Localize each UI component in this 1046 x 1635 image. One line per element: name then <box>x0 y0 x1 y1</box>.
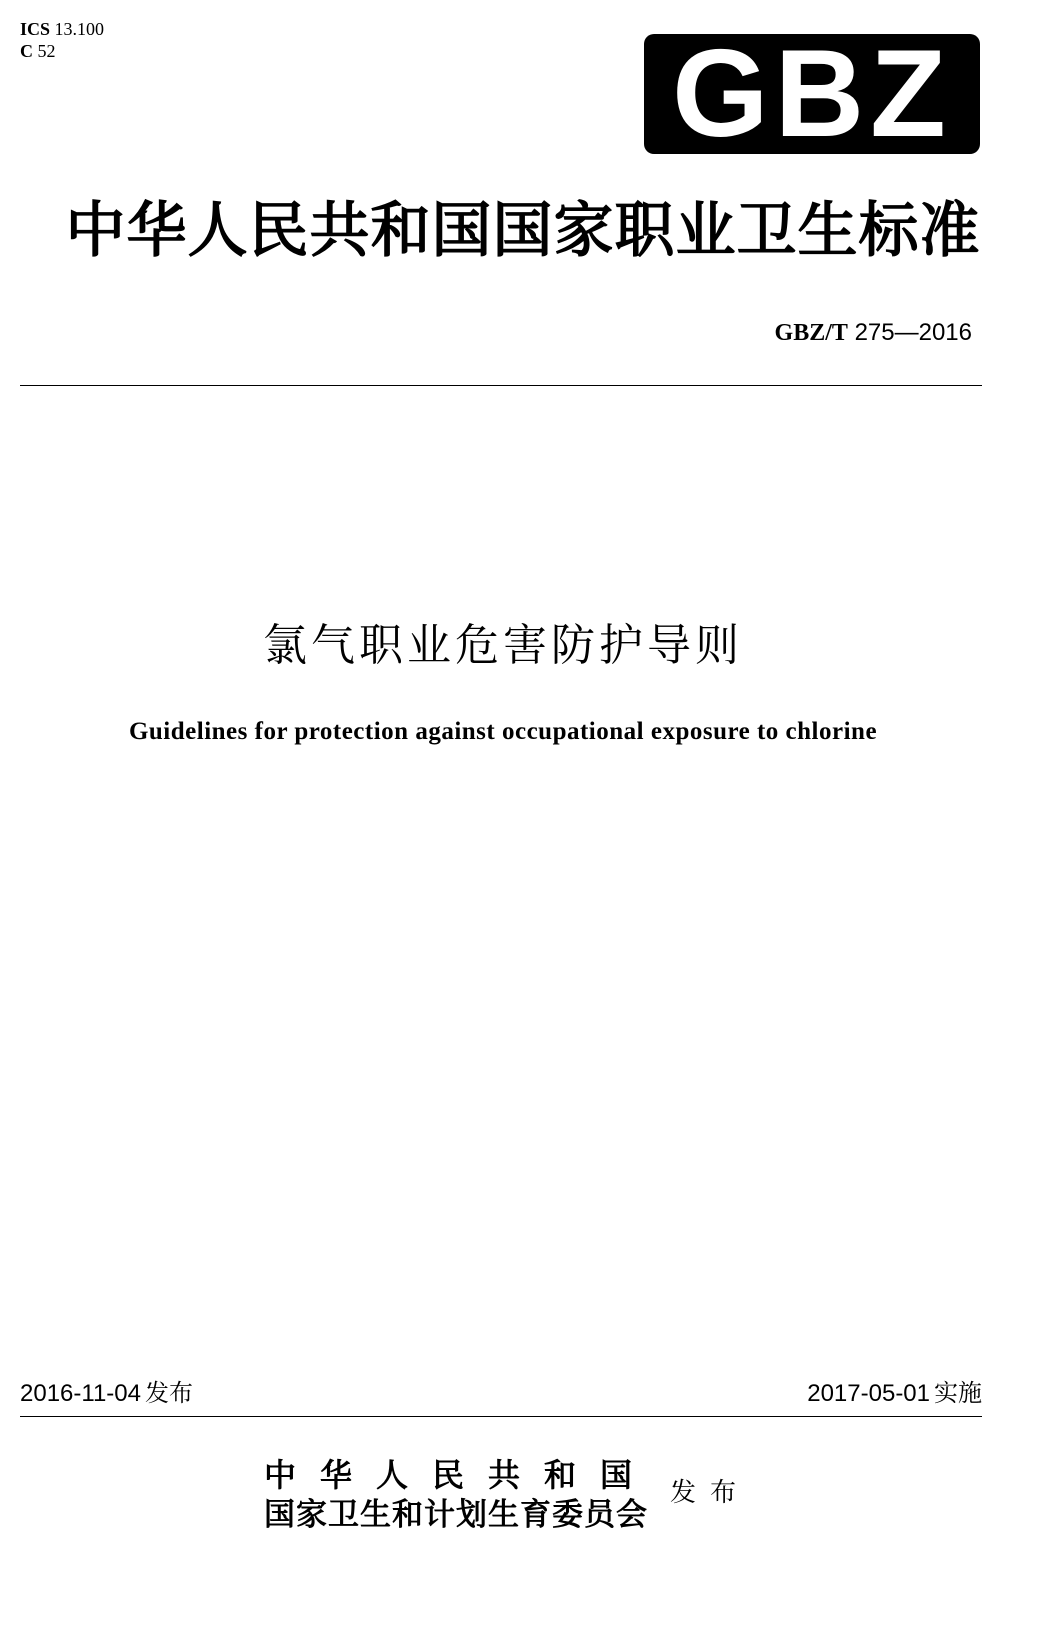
footer-divider <box>20 1416 982 1417</box>
issue-date-line <box>20 1377 193 1410</box>
standard-number-value: 275—2016 <box>854 319 972 346</box>
ccs-label: C <box>20 41 33 61</box>
standard-category-title: 中华人民共和国国家职业卫生标准 <box>65 196 981 266</box>
issue-label: 发布 <box>144 1379 193 1407</box>
publisher-block <box>264 1455 656 1535</box>
classification-codes <box>20 18 104 62</box>
publish-action-label: 发布 <box>670 1478 751 1508</box>
publisher-line-1: 中华人民共和国 <box>264 1456 657 1494</box>
ics-label: ICS <box>20 19 51 39</box>
implement-date: 2017-05-01 <box>807 1380 930 1407</box>
implement-label: 实施 <box>934 1379 982 1407</box>
gbz-logo: GBZ <box>644 34 980 154</box>
implement-date-line <box>807 1377 982 1410</box>
ccs-line <box>20 40 104 62</box>
standard-number <box>775 318 972 348</box>
standard-code-prefix: GBZ/T <box>774 320 848 346</box>
publisher-line-2: 国家卫生和计划生育委员会 <box>264 1497 648 1533</box>
ics-code: 13.100 <box>54 19 105 39</box>
header-divider <box>20 385 982 386</box>
document-title-cn: 氯气职业危害防护导则 <box>263 620 743 671</box>
document-title-en: Guidelines for protection against occupational exposure to chlorine <box>128 718 878 745</box>
issue-date: 2016-11-04 <box>20 1380 141 1407</box>
ccs-code: 52 <box>37 41 56 61</box>
ics-line <box>20 18 104 40</box>
